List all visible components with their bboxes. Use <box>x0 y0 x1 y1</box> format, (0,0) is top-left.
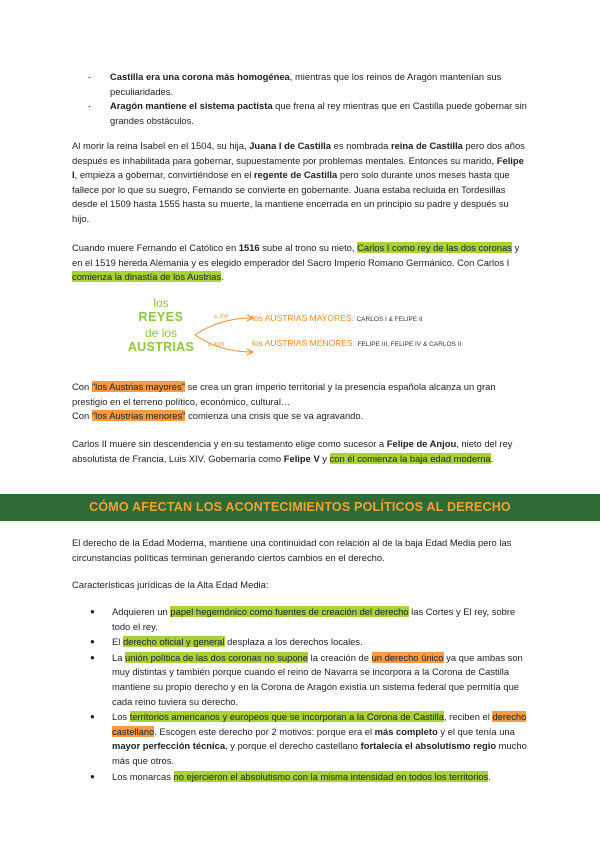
paragraph-austrias <box>72 380 528 424</box>
bullet-dot-icon: ● <box>90 607 95 616</box>
diagram-text: los <box>153 296 169 310</box>
text-run: , y porque el derecho castellano <box>225 740 361 752</box>
text-run: , empieza a gobernar, convirtiéndose en el <box>74 169 254 181</box>
highlight-green: territorios americanos y europeos que se incorporan a la Corona de Castilla <box>129 711 444 723</box>
text-run: ya que ambas son muy distintas y también porque cuando el reino de Navarra se incorpora a la Corona de Castilla mantiene su propio derecho y en la Corona de Aragón existía un sistema federal que permitía que cada reino tuviera su derecho. <box>112 651 523 707</box>
bullet-dot-icon: ● <box>90 652 95 662</box>
paragraph-caracteristicas <box>72 578 528 593</box>
branch-title: los AUSTRIAS MAYORES: <box>252 313 354 323</box>
intro-bullet-list <box>72 70 528 128</box>
text-run: es nombrada <box>331 140 391 151</box>
text-run: Adquieren un <box>112 606 171 617</box>
bullet-bold: Castilla era una corona más homogénea <box>110 71 290 82</box>
austrias-diagram <box>110 296 490 360</box>
text-run: La <box>112 651 126 663</box>
bold-run: fortalecía el absolutismo regio <box>360 740 497 752</box>
text-run: El <box>112 636 123 648</box>
text-run: . <box>490 452 494 464</box>
diagram-title: AUSTRIAS <box>127 340 195 354</box>
arrow-note: s. XVI <box>214 314 229 320</box>
highlight-orange: "los Austrias menores" <box>91 410 186 422</box>
text-run: Al morir la reina Isabel en el 1504, su hija, <box>72 140 250 151</box>
bold-run: Felipe I <box>72 154 524 181</box>
branch-title: los AUSTRIAS MENORES: <box>252 338 355 348</box>
highlight-orange: un derecho único <box>371 651 444 663</box>
text-run: y en el 1519 hereda Alemania y es elegido emperador del Sacro Imperio Romano Germánico. Con Carlos I <box>72 242 520 268</box>
text-run: . Escogen este derecho por 2 motivos: porque era el <box>154 725 375 737</box>
paragraph-carlos-ii <box>72 437 528 466</box>
bullet-text: , mientras que los reinos de Aragón mantenían sus peculiaridades. <box>110 71 502 97</box>
text-run: . <box>488 770 491 782</box>
highlight-green: Carlos I como rey de las dos coronas <box>357 242 512 253</box>
text-run: y el que tenía una <box>437 725 515 737</box>
bullet-dot-icon: ● <box>90 771 95 781</box>
branch-mayores <box>252 311 423 328</box>
text-run: , reciben el <box>443 711 493 723</box>
highlight-green: derecho oficial y general <box>122 636 225 648</box>
text-run: El derecho de la Edad Moderna, mantiene una continuidad con relación al de la baja Edad Media pero las circunstancias políticas terminan generando ciertos cambios en el derecho. <box>72 537 512 563</box>
text-run: pero solo durante unos meses hasta que fallece por lo que su suegro, Fernando se convierte en gobernante. Juana estaba recluida en Tordesillas desde el 1509 hasta 1555 hasta su muerte, la mantiene encerrada en un principio su padre y después su hijo. <box>72 169 510 224</box>
bold-run: Felipe V <box>283 452 320 464</box>
list-item <box>72 651 528 709</box>
characteristics-list-block <box>72 605 528 785</box>
branch-names: FELIPE III, FELIPE IV & CARLOS II <box>357 341 462 348</box>
list-item <box>72 635 528 650</box>
highlight-green: no ejercieron el absolutismo con la misma intensidad en todos los territorios <box>173 770 489 782</box>
list-item <box>72 710 528 768</box>
bullet-bold: Aragón mantiene el sistema pactista <box>110 100 273 112</box>
section-heading: CÓMO AFECTAN LOS ACONTECIMIENTOS POLÍTICOS AL DERECHO <box>89 500 511 515</box>
list-item <box>72 99 528 128</box>
text-run: sube al trono su nieto, <box>259 242 358 253</box>
text-run: se crea un gran imperio territorial y la presencia española alcanza un gran prestigio en el terreno político, económico, cultural… <box>72 381 496 407</box>
paragraph-carlos-i <box>72 241 528 285</box>
bold-run: reina de Castilla <box>390 140 463 151</box>
text-run: Características jurídicas de la Alta Edad Media: <box>72 579 269 590</box>
paragraph-juana <box>72 139 528 227</box>
text-run: Con <box>72 381 92 392</box>
highlight-green: con él comienza la baja edad moderna <box>329 452 491 464</box>
dash-bullet-icon: - <box>88 71 92 82</box>
text-run: Con <box>72 410 92 422</box>
highlight-green: comienza la dinastía de los Austrias <box>72 271 222 283</box>
highlight-orange: "los Austrias mayores" <box>91 381 185 392</box>
text-run: , nieto del rey absolutista de Francia, Luis XIV. Gobernaría como <box>72 438 513 464</box>
text-run: Los monarcas <box>112 770 174 782</box>
text-run: comienza una crisis que se va agravando. <box>185 410 364 422</box>
text-run: pero dos años después es inhabilitada para gobernar, supuestamente por problemas mentales. Entonces su marido, <box>72 140 525 166</box>
text-run: Carlos II muere sin descendencia y en su testamento elige como sucesor a <box>72 438 387 449</box>
text-run: la creación de <box>308 651 372 663</box>
list-item <box>72 770 528 785</box>
bold-run: Felipe de Anjou <box>386 438 457 449</box>
arrow-note: s. XVII <box>208 342 225 348</box>
bold-run: mayor perfección técnica <box>112 740 226 752</box>
list-item <box>72 70 528 99</box>
text-run: las Cortes y El rey, sobre todo el rey. <box>112 606 516 632</box>
bold-run: más completo <box>374 725 438 737</box>
highlight-green: papel hegemónico como fuentes de creación del derecho <box>170 606 409 617</box>
bullet-dot-icon: ● <box>90 712 95 722</box>
bullet-dot-icon: ● <box>90 637 95 647</box>
text-run: mucho más que otros. <box>112 740 527 766</box>
bullet-text: que frena al rey mientras que en Castilla puede gobernar sin grandes obstáculos. <box>110 100 527 126</box>
text-run: . <box>221 271 224 283</box>
intro-list-block <box>72 70 528 128</box>
branch-menores <box>252 336 461 353</box>
highlight-green: unión política de las dos coronas no supone <box>125 651 308 663</box>
bold-run: regente de Castilla <box>253 169 338 181</box>
text-run: desplaza a los derechos locales. <box>224 636 363 648</box>
text-run: Cuando muere Fernando el Católico en <box>72 242 239 253</box>
section-banner <box>0 494 600 521</box>
branch-names: CARLOS I & FELIPE II <box>356 316 423 323</box>
diagram-title: REYES <box>138 310 184 324</box>
characteristics-list <box>72 605 528 784</box>
bold-run: Juana I de Castilla <box>249 140 331 151</box>
paragraph-derecho <box>72 536 528 565</box>
list-item <box>72 605 528 634</box>
bold-run: 1516 <box>238 242 260 253</box>
highlight-orange: derecho castellano <box>112 711 527 737</box>
dash-bullet-icon: - <box>88 100 92 112</box>
text-run: Los <box>112 711 130 723</box>
text-run: y <box>319 452 330 464</box>
diagram-text: de los <box>144 326 178 340</box>
